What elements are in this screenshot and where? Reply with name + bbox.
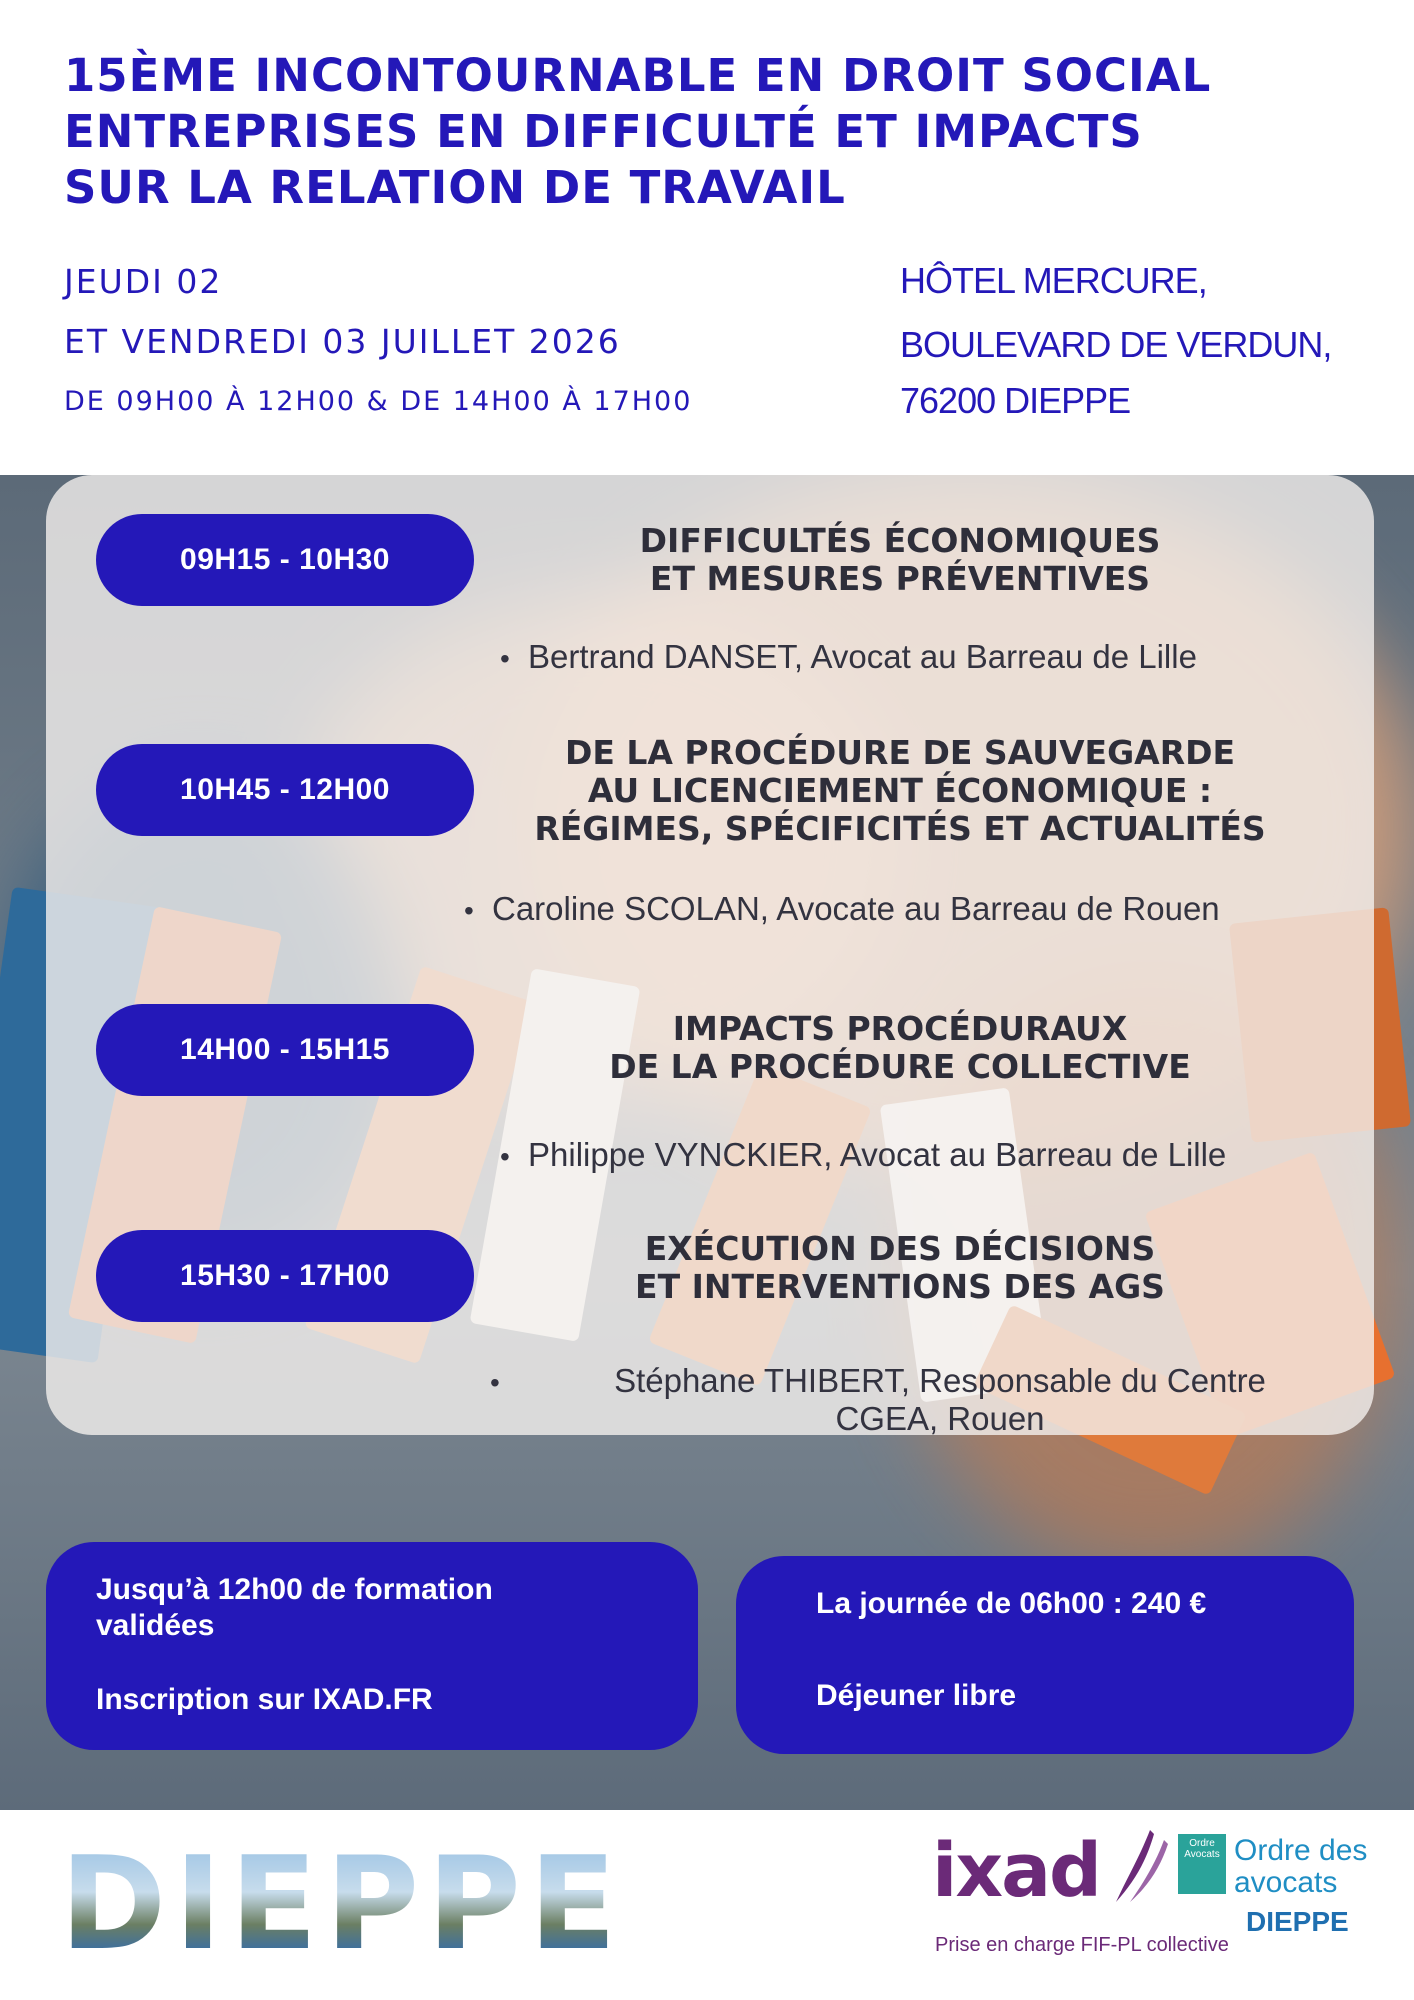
session-title-line: RÉGIMES, SPÉCIFICITÉS ET ACTUALITÉS [534, 809, 1266, 848]
session-title [480, 522, 1320, 598]
session-title-line: ET MESURES PRÉVENTIVES [649, 559, 1151, 598]
bullet-icon: • [464, 895, 474, 926]
bullet-icon: • [500, 643, 510, 674]
dieppe-logo: DIEPPE [60, 1830, 625, 1979]
session-time-pill: 09H15 - 10H30 [96, 514, 474, 606]
session-title-line: DE LA PROCÉDURE COLLECTIVE [609, 1047, 1191, 1086]
session-time-pill: 14H00 - 15H15 [96, 1004, 474, 1096]
date-line-2: ET VENDREDI 03 JUILLET 2026 [64, 322, 621, 361]
venue-line-1: HÔTEL MERCURE, [900, 260, 1207, 301]
session-title-line: IMPACTS PROCÉDURAUX [672, 1009, 1128, 1048]
pricing-info-box [736, 1556, 1354, 1754]
session-title [480, 1010, 1320, 1086]
session-time-pill: 10H45 - 12H00 [96, 744, 474, 836]
speaker-name: Philippe VYNCKIER, Avocat au Barreau de Lille [528, 1136, 1227, 1173]
price-line: La journée de 06h00 : 240 € [816, 1587, 1207, 1620]
event-title [64, 48, 1364, 216]
speaker-name: Stéphane THIBERT, Responsable du Centre [614, 1362, 1266, 1399]
title-line-2: ENTREPRISES EN DIFFICULTÉ ET IMPACTS [64, 105, 1143, 158]
ordre-badge-line: Ordre [1189, 1838, 1215, 1849]
session-title-line: EXÉCUTION DES DÉCISIONS [644, 1229, 1156, 1268]
session-title-line: AU LICENCIEMENT ÉCONOMIQUE : [587, 771, 1213, 810]
title-line-3: SUR LA RELATION DE TRAVAIL [64, 161, 846, 214]
speaker-item [464, 890, 1220, 930]
session-title-line: ET INTERVENTIONS DES AGS [635, 1267, 1165, 1306]
speaker-name-block [540, 1362, 1340, 1438]
ordre-badge-icon [1178, 1834, 1226, 1894]
funding-note: Prise en charge FIF-PL collective [935, 1934, 1229, 1956]
time-range: DE 09H00 À 12H00 & DE 14H00 À 17H00 [64, 386, 693, 417]
training-hours: Jusqu’à 12h00 de formation [96, 1573, 493, 1606]
speaker-item [500, 1136, 1226, 1176]
registration-link: Inscription sur IXAD.FR [96, 1683, 433, 1716]
title-line-1: 15ÈME INCONTOURNABLE EN DROIT SOCIAL [64, 49, 1212, 102]
speaker-item [490, 1362, 518, 1402]
speaker-name: CGEA, Rouen [835, 1400, 1045, 1437]
lunch-line: Déjeuner libre [816, 1679, 1017, 1712]
session-title-line: DIFFICULTÉS ÉCONOMIQUES [639, 521, 1161, 560]
bullet-icon: • [490, 1367, 500, 1398]
ordre-badge-line: Avocats [1184, 1849, 1220, 1860]
speaker-item [500, 638, 1197, 678]
ordre-text-line: Ordre des [1234, 1834, 1368, 1867]
training-hours-cont: validées [96, 1609, 215, 1642]
speaker-name: Bertrand DANSET, Avocat au Barreau de Lille [528, 638, 1197, 675]
ixad-swoosh-icon [1110, 1826, 1170, 1906]
bullet-icon: • [500, 1141, 510, 1172]
training-info-box [46, 1542, 698, 1750]
session-title-line: DE LA PROCÉDURE DE SAUVEGARDE [564, 733, 1236, 772]
session-time-pill: 15H30 - 17H00 [96, 1230, 474, 1322]
session-title [480, 734, 1320, 848]
date-line-1: JEUDI 02 [64, 262, 223, 301]
ordre-dieppe-label: DIEPPE [1246, 1906, 1349, 1937]
ordre-text-line: avocats [1234, 1866, 1338, 1899]
speaker-name: Caroline SCOLAN, Avocate au Barreau de Rouen [492, 890, 1220, 927]
venue-line-2: BOULEVARD DE VERDUN, [900, 324, 1332, 365]
ixad-logo: ixad [932, 1828, 1101, 1914]
session-title [480, 1230, 1320, 1306]
venue-line-3: 76200 DIEPPE [900, 380, 1131, 421]
